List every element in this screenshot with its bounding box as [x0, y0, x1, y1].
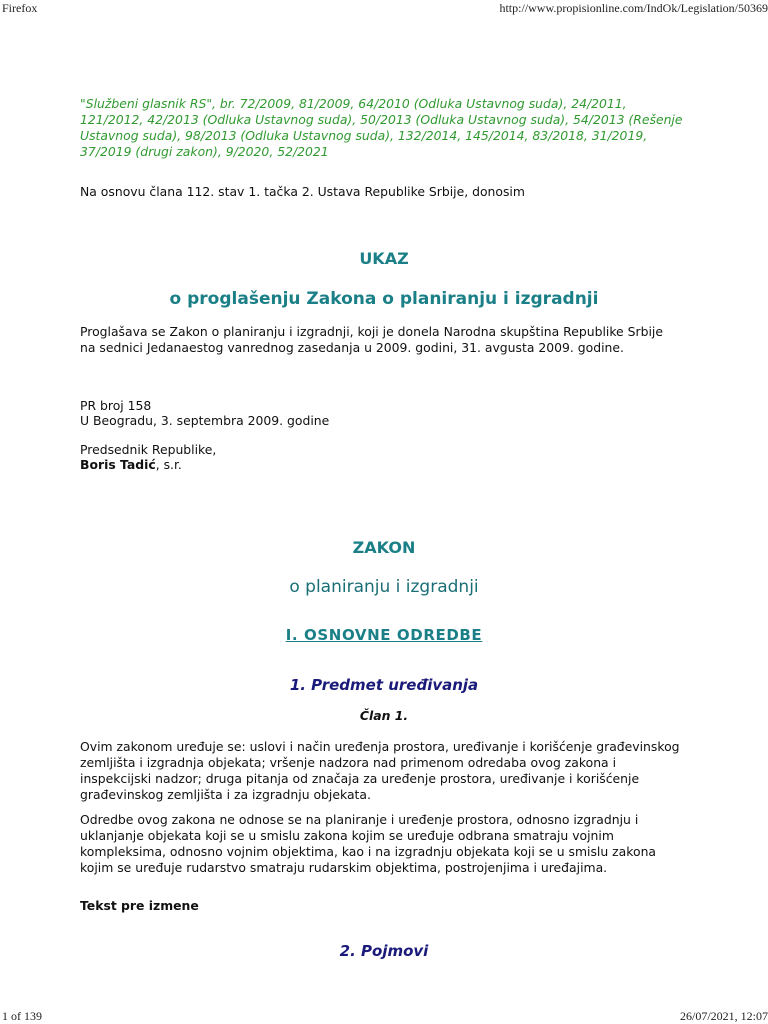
page-counter: 1 of 139 [2, 1009, 42, 1023]
ukaz-body: Proglašava se Zakon o planiranju i izgradnji, koji je donela Narodna skupština Republike Srbije na sednici Jedanaestog vanrednog zasedanja u 2009. godini, 31. avgusta 2009. godine. [80, 324, 663, 355]
prior-text-link[interactable]: Tekst pre izmene [80, 898, 199, 913]
browser-name: Firefox [2, 1, 38, 15]
pr-number: PR broj 158 [80, 398, 152, 413]
print-header [0, 0, 768, 16]
section-osnovne-odredbe[interactable]: I. OSNOVNE ODREDBE [285, 626, 483, 644]
preamble: Na osnovu člana 112. stav 1. tačka 2. Ustava Republike Srbije, donosim [80, 184, 525, 199]
president-signature [80, 457, 680, 473]
print-timestamp: 26/07/2021, 12:07 [679, 1009, 768, 1023]
page-url: http://www.propisionline.com/IndOk/Legislation/50369 [499, 1, 768, 15]
zakon-subtitle: o planiranju i izgradnji [289, 577, 479, 597]
president-name: Boris Tadić [80, 457, 156, 472]
print-footer [0, 1008, 768, 1024]
ukaz-title: UKAZ [359, 249, 409, 268]
ukaz-subtitle: o proglašenju Zakona o planiranju i izgradnji [169, 289, 599, 309]
subsection-predmet-uredivanja: 1. Predmet uređivanja [289, 676, 479, 694]
president-suffix: , s.r. [155, 457, 182, 472]
article-1-paragraph-1: Ovim zakonom uređuje se: uslovi i način uređenja prostora, uređivanje i korišćenje građevinskog zemljišta i izgradnja objekata; vršenje nadzora nad primenom odredaba ovog zakona i inspekcijski nadzor; druga pitanja od značaja za uređenje prostora, uređivanje i korišćenje građevinskog zemljišta i za izgradnju objekata. [80, 739, 680, 802]
zakon-title: ZAKON [352, 538, 416, 557]
gazette-reference: "Službeni glasnik RS", br. 72/2009, 81/2009, 64/2010 (Odluka Ustavnog suda), 24/2011, 121/2012, 42/2013 (Odluka Ustavnog suda), 50/2013 (Odluka Ustavnog suda), 54/2013 (Rešenje Ustavnog suda), 98/2013 (Odluka Ustavnog suda), 132/2014, 145/2014, 83/2018, 31/2019, 37/2019 (drugi zakon), 9/2020, 52/2021 [80, 96, 683, 159]
article-1-heading: Član 1. [359, 708, 409, 723]
place-date: U Beogradu, 3. septembra 2009. godine [80, 413, 330, 428]
article-1-paragraph-2: Odredbe ovog zakona ne odnose se na planiranje i uređenje prostora, odnosno izgradnju i uklanjanje objekata koji se u smislu zakona kojim se uređuje odbrana smatraju vojnim kompleksima, odnosno vojnim objektima, kao i na izgradnju objekata koji se u smislu zakona kojim se uređuje rudarstvo smatraju rudarskim objektima, postrojenjima i uređajima. [80, 812, 657, 875]
president-label: Predsednik Republike, [80, 442, 217, 457]
subsection-pojmovi: 2. Pojmovi [339, 942, 429, 960]
